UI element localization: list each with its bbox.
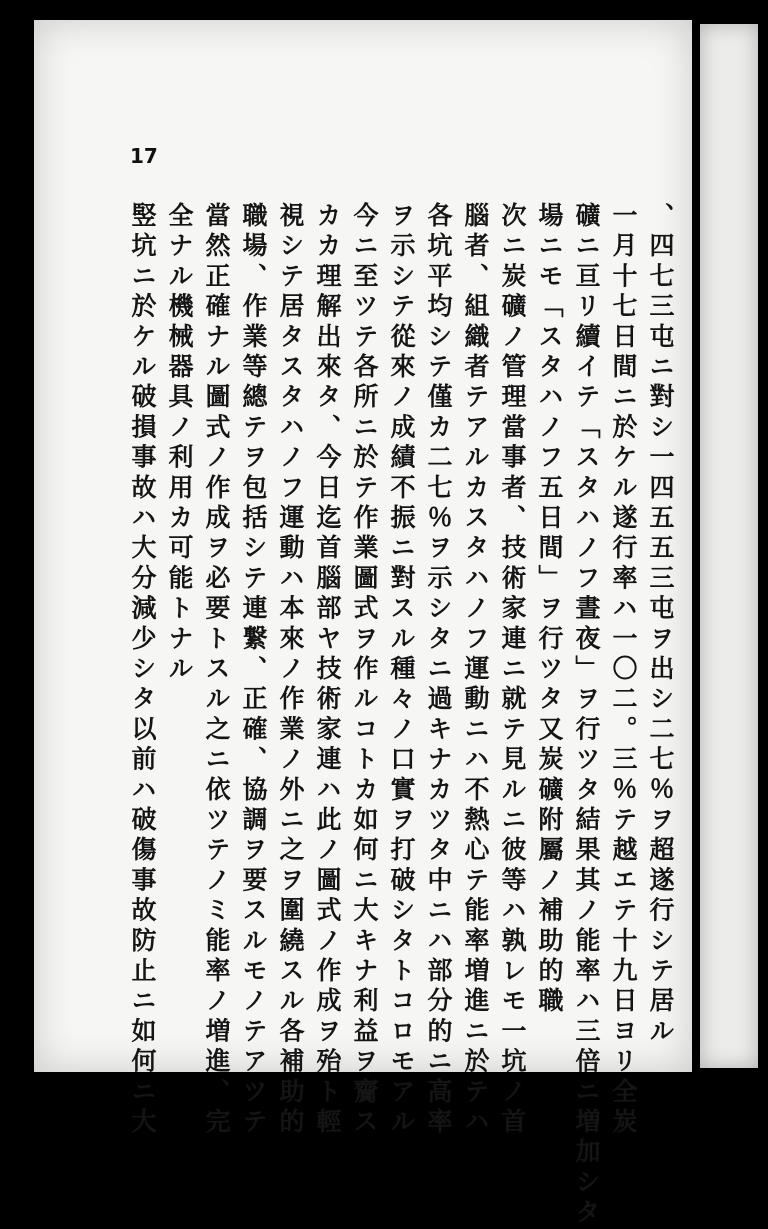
text-column: 全ナル機械器具ノ利用カ可能トナル [165, 202, 194, 686]
text-column: 竪坑ニ於ケル破損事故ハ大分減少シタ以前ハ破傷事故防止ニ如何ニ大 [128, 202, 157, 1139]
text-column: 職場、作業等總テヲ包括シテ連繋、正確、協調ヲ要スルモノテアツテ [239, 202, 268, 1139]
text-column: 一月十七日間ニ於ケル遂行率ハ一〇二。三％テ越エテ十九日ヨリ全炭 [609, 202, 638, 1139]
text-column: 當然正確ナル圖式ノ作成ヲ必要トスル之ニ依ツテノミ能率ノ増進、完 [202, 202, 231, 1139]
text-column: 次ニ炭礦ノ管理當事者、技術家連ニ就テ見ルニ彼等ハ孰レモ一坑ノ首 [498, 202, 527, 1139]
text-column: 各坑平均シテ僅カ二七％ヲ示シタニ過キナカツタ中ニハ部分的ニ高率 [424, 202, 453, 1139]
book-page [34, 20, 692, 1229]
text-column: 礦ニ亘リ續イテ「スタハノフ晝夜」ヲ行ツタ結果其ノ能率ハ三倍ニ増加シタ [572, 202, 601, 1229]
adjacent-page-edge [700, 24, 758, 1068]
text-column: 場ニモ「スタハノフ五日間」ヲ行ツタ又炭礦附屬ノ補助的職 [535, 202, 564, 1018]
text-column: ヲ示シテ從來ノ成績不振ニ對スル種々ノ口實ヲ打破シタトコロモアル [387, 202, 416, 1139]
vertical-text-block [120, 202, 680, 1229]
page-number: 17 [130, 144, 158, 168]
text-column: 視シテ居タスタハノフ運動ハ本來ノ作業ノ外ニ之ヲ圍繞スル各補助的 [276, 202, 305, 1139]
text-column: カカ理解出來タ、今日迄首腦部ヤ技術家連ハ此ノ圖式ノ作成ヲ殆ト輕 [313, 202, 342, 1139]
text-column: 今ニ至ツテ各所ニ於テ作業圖式ヲ作ルコトカ如何ニ大キナ利益ヲ齎ス [350, 202, 379, 1139]
text-column: 腦者、組織者テアルカスタハノフ運動ニハ不熱心テ能率増進ニ於テハ [461, 202, 490, 1139]
text-column: 、四七三屯ニ對シ一四五五三屯ヲ出シ二七％ヲ超遂行シテ居ル [646, 202, 675, 1048]
